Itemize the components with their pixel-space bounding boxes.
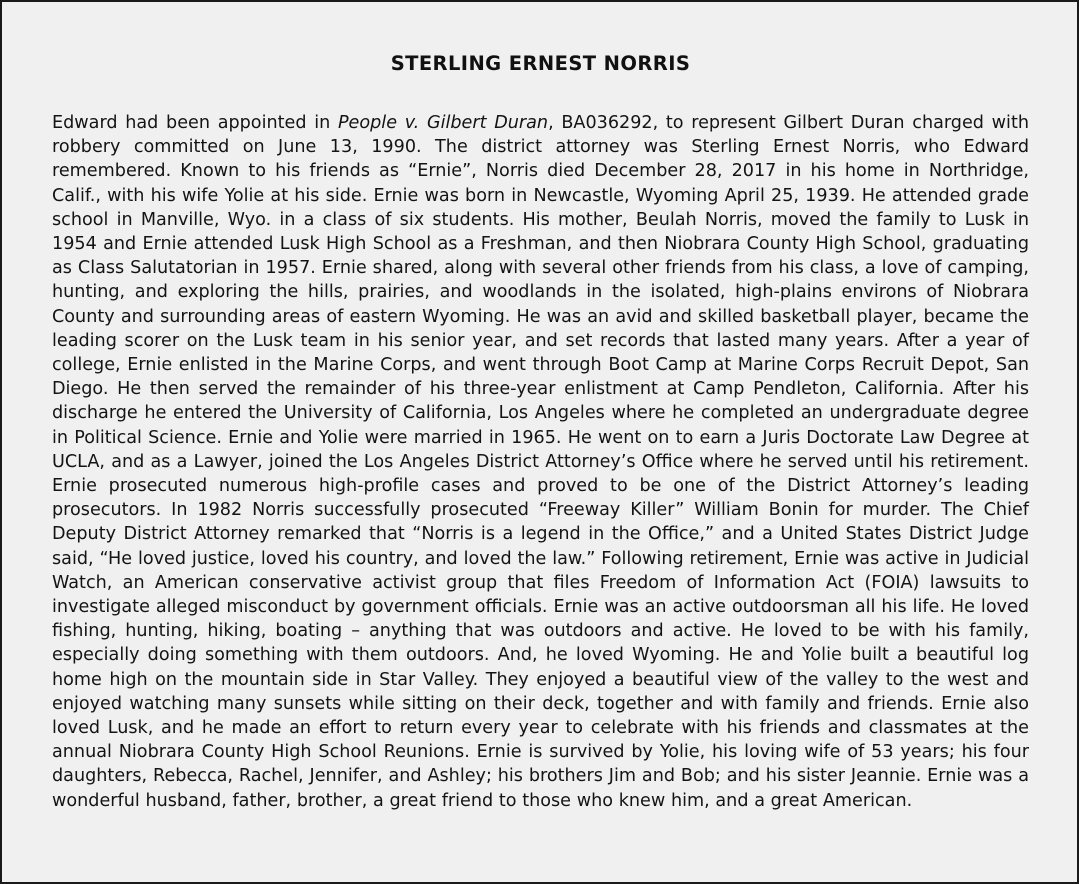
body-text-lead: Edward had been appointed in [52,113,338,133]
page-title: STERLING ERNEST NORRIS [390,52,691,75]
obituary-body [52,111,1029,813]
document-content-area [2,2,1077,882]
body-text-main: , BA036292, to represent Gilbert Duran charged with robbery committed on June 13, 1990. The district attorney was Sterling Ernest Norris, who Edward remembered. Known to his friends as “Ernie”, Norris died December 28, 2017 in his home in Northridge, Calif., with his wife Yolie at his side. Ernie was born in Newcastle, Wyoming April 25, 1939. He attended grade school in Manville, Wyo. in a class of six students. His mother, Beulah Norris, moved the family to Lusk in 1954 and Ernie attended Lusk High School as a Freshman, and then Niobrara County High School, graduating as Class Salutatorian in 1957. Ernie shared, along with several other friends from his class, a love of camping, hunting, and exploring the hills, prairies, and woodlands in the isolated, high-plains environs of Niobrara County and surrounding areas of eastern Wyoming. He was an avid and skilled basketball player, became the leading scorer on the Lusk team in his senior year, and set records that lasted many years. After a year of college, Ernie enlisted in the Marine Corps, and went through Boot Camp at Marine Corps Recruit Depot, San Diego. He then served the remainder of his three-year enlistment at Camp Pendleton, California. After his discharge he entered the University of California, Los Angeles where he completed an undergraduate degree in Political Science. Ernie and Yolie were married in 1965. He went on to earn a Juris Doctorate Law Degree at UCLA, and as a Lawyer, joined the Los Angeles District Attorney’s Office where he served until his retirement. Ernie prosecuted numerous high-profile cases and proved to be one of the District Attorney’s leading prosecutors. In 1982 Norris successfully prosecuted “Freeway Killer” William Bonin for murder. The Chief Deputy District Attorney remarked that “Norris is a legend in the Office,” and a United States District Judge said, “He loved justice, loved his country, and loved the law.” Following retirement, Ernie was active in Judicial Watch, an American conservative activist group that files Freedom of Information Act (FOIA) lawsuits to investigate alleged misconduct by government officials. Ernie was an active outdoorsman all his life. He loved fishing, hunting, hiking, boating – anything that was outdoors and active. He loved to be with his family, especially doing something with them outdoors. And, he loved Wyoming. He and Yolie built a beautiful log home high on the mountain side in Star Valley. They enjoyed a beautiful view of the valley to the west and enjoyed watching many sunsets while sitting on their deck, together and with family and friends. Ernie also loved Lusk, and he made an effort to return every year to celebrate with his friends and classmates at the annual Niobrara County High School Reunions. Ernie is survived by Yolie, his loving wife of 53 years; his four daughters, Rebecca, Rachel, Jennifer, and Ashley; his brothers Jim and Bob; and his sister Jeannie. Ernie was a wonderful husband, father, brother, a great friend to those who knew him, and a great American. [52,113,1029,811]
obituary-paragraph [52,111,1029,813]
case-name-citation: People v. Gilbert Duran [337,113,549,133]
